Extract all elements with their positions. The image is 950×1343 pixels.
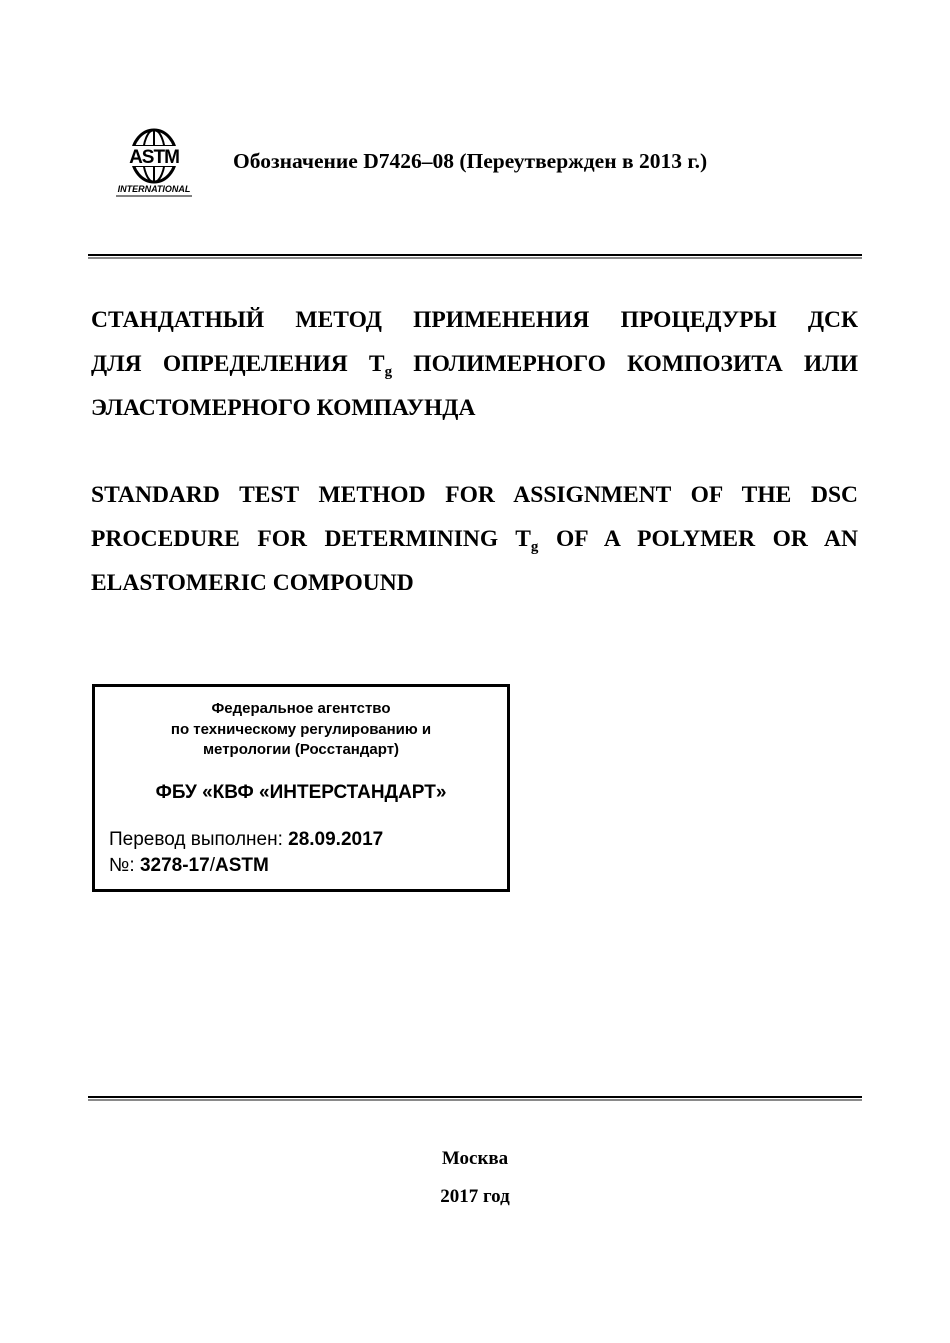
title-ru-line-2-end: ПОЛИМЕРНОГО КОМПОЗИТА ИЛИ [392,351,858,377]
title-en-line-2 [91,517,858,561]
top-divider [88,254,862,259]
stamp-translated-label: Перевод выполнен: [109,829,289,850]
title-ru-line-3: ЭЛАСТОМЕРНОГО КОМПАУНДА [91,395,476,421]
title-ru-subscript: g [384,364,393,380]
stamp-agency [95,699,507,761]
publication-city: Москва [441,1148,509,1169]
stamp-number-row [109,855,269,877]
stamp-number-value: 3278-17 [139,855,210,876]
stamp-number-label: №: [109,855,140,876]
stamp-agency-line-1: Федеральное агентство [211,700,391,717]
title-en-line-2-start: PROCEDURE FOR DETERMINING T [91,526,531,552]
document-designation: Обозначение D7426–08 (Переутвержден в 2013 г.) [233,149,708,173]
title-ru-line-2-start: ДЛЯ ОПРЕДЕЛЕНИЯ T [91,351,385,377]
title-en-line-2-end: OF A POLYMER OR AN [538,526,859,552]
stamp-organization: ФБУ «КВФ «ИНТЕРСТАНДАРТ» [155,782,447,803]
svg-text:INTERNATIONAL: INTERNATIONAL [117,184,191,194]
stamp-agency-line-2: по техническому регулированию и [170,720,432,738]
astm-logo [112,128,196,200]
astm-logo-icon [112,128,196,200]
stamp-number-suffix: ASTM [214,855,269,876]
title-russian [91,298,858,430]
title-english [91,473,858,605]
title-ru-line-1: СТАНДАТНЫЙ МЕТОД ПРИМЕНЕНИЯ ПРОЦЕДУРЫ ДСК [91,307,858,333]
translation-stamp [92,684,510,892]
title-en-line-3: ELASTOMERIC COMPOUND [91,570,414,596]
stamp-translated-date: 28.09.2017 [288,829,384,850]
stamp-translation-date-row [109,829,383,851]
stamp-number-slash: / [209,855,215,876]
publication-year: 2017 год [440,1186,510,1207]
title-en-line-1: STANDARD TEST METHOD FOR ASSIGNMENT OF THE DSC [91,482,858,508]
title-en-subscript: g [530,539,539,555]
stamp-agency-line-3: метрологии (Росстандарт) [202,741,400,758]
bottom-divider [88,1096,862,1101]
svg-text:ASTM: ASTM [129,147,179,168]
title-ru-line-2 [91,342,858,386]
